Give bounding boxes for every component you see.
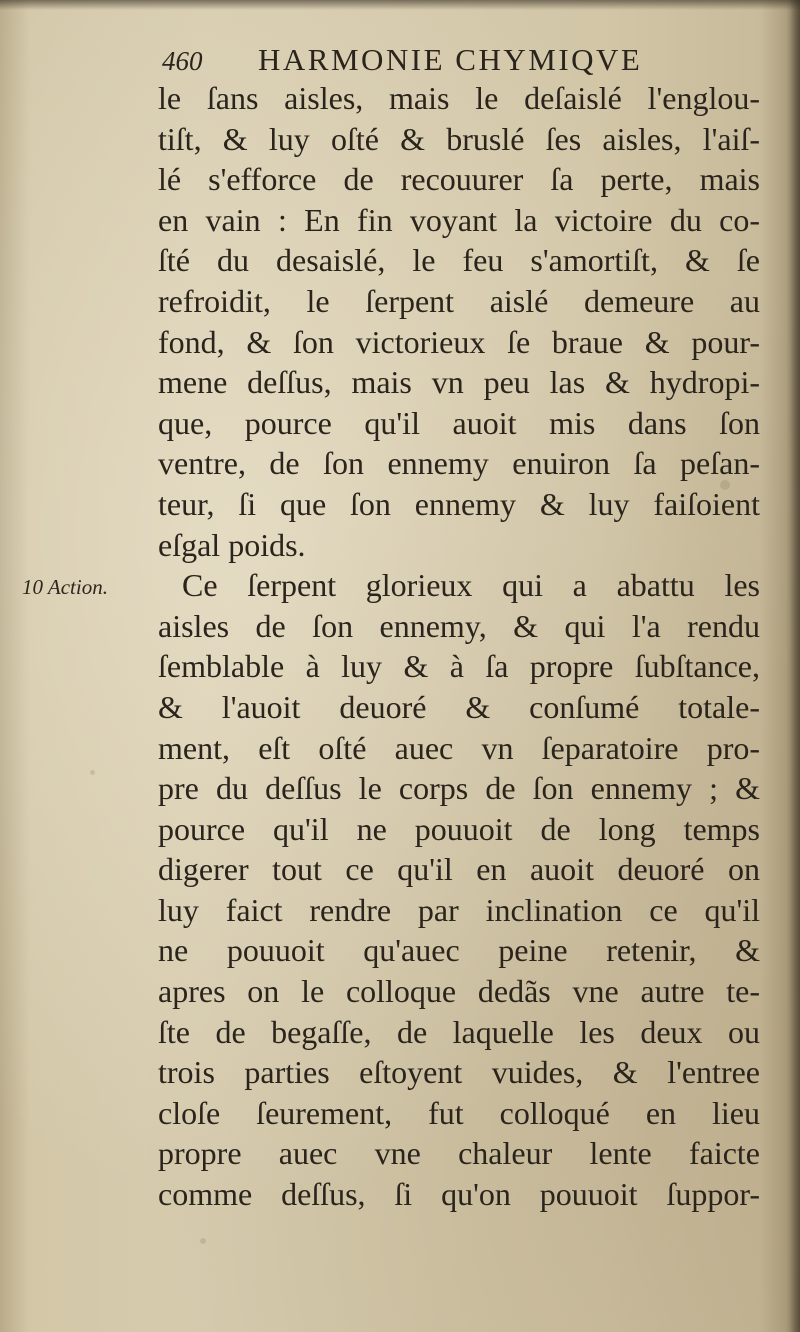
text-line: luy faict rendre par inclination ce qu'il	[158, 891, 760, 928]
text-line: en vain : En fin voyant la victoire du co-	[158, 201, 760, 238]
paragraph-start-line: Ce ſerpent glorieux qui a abattu les	[182, 567, 760, 604]
text-line: mene deſſus, mais vn peu las & hydropi-	[158, 364, 760, 401]
text-line: ſte de begaſſe, de laquelle les deux ou	[158, 1013, 760, 1050]
body-text	[158, 78, 760, 1215]
text-line: propre auec vne chaleur lente faicte	[158, 1135, 760, 1172]
text-line: aisles de ſon ennemy, & qui l'a rendu	[158, 607, 760, 644]
text-line: fond, & ſon victorieux ſe braue & pour-	[158, 323, 760, 360]
text-line: ment, eſt oſté auec vn ſeparatoire pro-	[158, 729, 760, 766]
paper-stain	[200, 1238, 206, 1244]
text-line: pource qu'il ne pouuoit de long temps	[158, 810, 760, 847]
text-line: cloſe ſeurement, fut colloqué en lieu	[158, 1094, 760, 1131]
text-line: teur, ſi que ſon ennemy & luy faiſoient	[158, 485, 760, 522]
text-line: ne pouuoit qu'auec peine retenir, &	[158, 932, 760, 969]
text-line: digerer tout ce qu'il en auoit deuoré on	[158, 851, 760, 888]
text-line: apres on le colloque dedãs vne autre te-	[158, 973, 760, 1010]
page-gutter-shadow	[786, 0, 800, 1332]
text-line: lé s'efforce de recouurer ſa perte, mais	[158, 161, 760, 198]
page-number: 460	[162, 46, 203, 76]
text-line: tiſt, & luy oſté & bruslé ſes aisles, l'aiſ-	[158, 120, 760, 157]
text-line: ſemblable à luy & à ſa propre ſubſtance,	[158, 648, 760, 685]
text-line: comme deſſus, ſi qu'on pouuoit ſuppor-	[158, 1176, 760, 1213]
text-line: & l'auoit deuoré & conſumé totale-	[158, 688, 760, 725]
text-line: eſgal poids.	[158, 526, 306, 563]
text-line: ſté du desaislé, le feu s'amortiſt, & ſe	[158, 242, 760, 279]
text-line: que, pource qu'il auoit mis dans ſon	[158, 404, 760, 441]
text-line: le ſans aisles, mais le deſaislé l'englou-	[158, 80, 760, 116]
running-title: HARMONIE CHYMIQVE	[258, 42, 643, 77]
paper-stain	[90, 770, 95, 775]
text-line: refroidit, le ſerpent aislé demeure au	[158, 282, 760, 319]
text-line: pre du deſſus le corps de ſon ennemy ; &	[158, 770, 760, 807]
text-line: ventre, de ſon ennemy enuiron ſa peſan-	[158, 445, 760, 482]
margin-note: 10 Action.	[22, 575, 108, 599]
page-top-shadow	[0, 0, 800, 10]
text-line: trois parties eſtoyent vuides, & l'entree	[158, 1054, 760, 1091]
